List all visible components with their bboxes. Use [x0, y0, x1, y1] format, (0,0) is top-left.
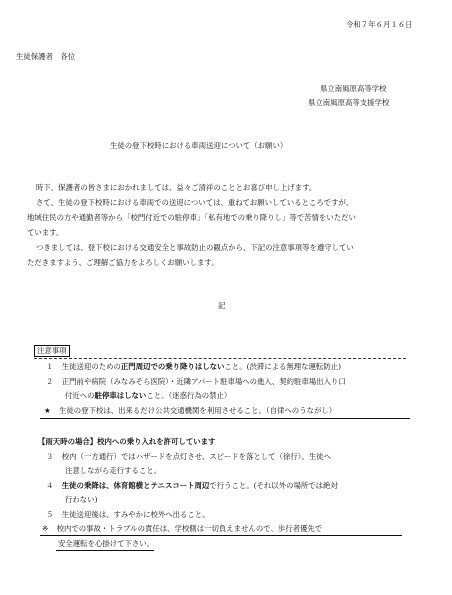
item-4-line-1: ４ 生徒の乗降は、体育館横とテニスコート周辺で行うこと。(それ以外の場所では絶対: [46, 481, 338, 490]
item-3-line-1: ３ 校内（一方通行）ではハザードを点灯させ、スピードを落として（徐行）、生徒へ: [46, 452, 332, 461]
notes-label: 注意事項: [34, 345, 70, 357]
item-2-line-2: 付近への駐停車はしないこと。（迷惑行為の禁止）: [65, 391, 232, 400]
item-1: １ 生徒送迎のための正門周辺での乗り降りはしないこと。(渋滞による無理な運転防止): [46, 362, 342, 371]
page-title: 生徒の登下校時における車両送迎について（お願い）: [110, 141, 288, 150]
body-paragraph-2-line-2: 地域住民の方や通勤者等から「校門付近での駐停車」「私有地での乗り降りし」等で苦情をいただい: [27, 213, 356, 222]
recipient: 生徒保護者 各位: [16, 52, 76, 61]
reference-mark-icon: ※: [42, 524, 49, 533]
body-paragraph-3-line-2: ただきますよう、ご理解ご協力をよろしくお願いします。: [27, 258, 219, 267]
date: 令和７年６月１６日: [346, 20, 413, 29]
ki-heading: 記: [218, 301, 226, 310]
star-item: ★ 生徒の登下校は、出来るだけ公共交通機関を利用させること。（自律へのうながし）: [44, 406, 337, 415]
note-line-2: 安全運転を心掛けて下さい。: [58, 539, 155, 548]
note-line-1: ※ 校内での事故・トラブルの責任は、学校側は一切負えませんので、歩行者優先で: [42, 524, 323, 533]
sender-school-2: 県立南風原高等支援学校: [308, 98, 390, 107]
note-underline-1: [40, 535, 402, 536]
note-underline-2: [56, 550, 154, 551]
body-paragraph-3-line-1: つきましては、登下校における交通安全と事故防止の観点から、下記の注意事項等を遵守してい: [36, 243, 354, 252]
body-paragraph-1: 時下、保護者の皆さまにおかれましては、益々ご清祥のこととお喜び申し上げます。: [36, 183, 317, 192]
notes-divider: [34, 358, 406, 359]
rain-heading: 【雨天時の場合】校内への乗り入れを許可しています: [38, 437, 216, 446]
sender-school-1: 県立南風原高等学校: [320, 84, 387, 93]
star-icon: ★: [44, 406, 51, 415]
item-4-line-2: 行わない): [65, 495, 98, 504]
item-5: ５ 生徒送迎後は、すみやかに校外へ出ること。: [46, 510, 210, 519]
body-paragraph-2-line-1: さて、生徒の登下校時における車両での送迎については、重ねてお願いしているところですが、: [36, 198, 354, 207]
item-2-line-1: ２ 正門前や病院（みなみそら医院）・近隣アパート駐車場への進入、契約駐車場出入り口: [46, 377, 346, 386]
body-paragraph-2-line-3: ています。: [27, 228, 64, 237]
star-underline: [40, 418, 410, 419]
item-3-line-2: 注意しながら走行すること。: [65, 466, 162, 475]
